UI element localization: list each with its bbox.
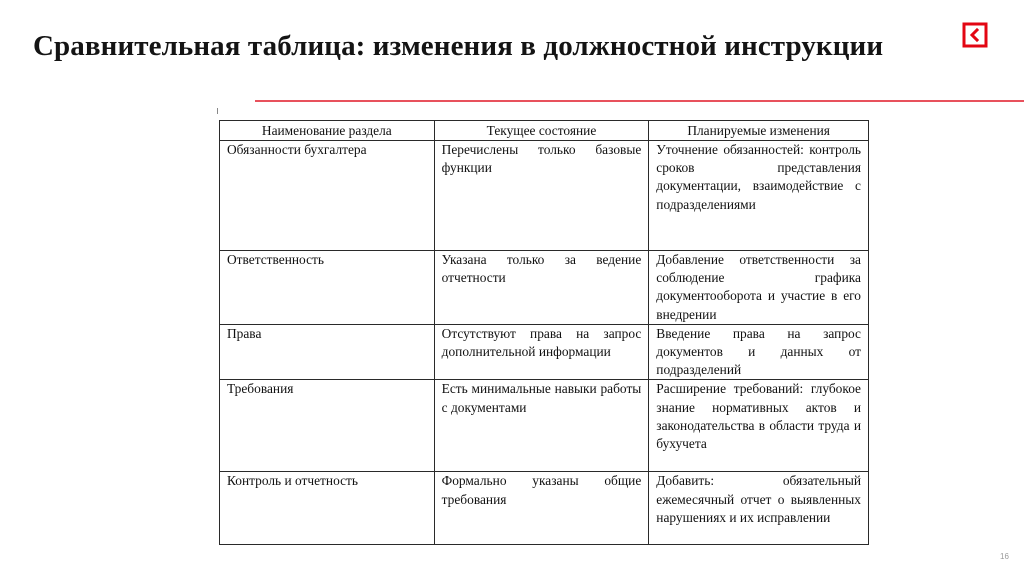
table-row (220, 472, 869, 545)
slide-title: Сравнительная таблица: изменения в должностной инструкции (33, 30, 884, 62)
cell-planned: Добавление ответственности за соблюдение графика документооборота и участие в его внедрении (649, 251, 869, 325)
cell-planned: Добавить: обязательный ежемесячный отчет о выявленных нарушениях и их исправлении (649, 472, 869, 545)
table-row (220, 141, 869, 251)
cell-current: Указана только за ведение отчетности (434, 251, 649, 325)
cell-section: Требования (220, 380, 435, 472)
page-number: 16 (1000, 552, 1009, 561)
table-row (220, 380, 869, 472)
cell-section: Контроль и отчетность (220, 472, 435, 545)
cell-planned: Введение права на запрос документов и данных от подразделений (649, 324, 869, 380)
comparison-table (219, 120, 869, 545)
header-section: Наименование раздела (220, 121, 435, 141)
cell-planned: Уточнение обязанностей: контроль сроков представления документации, взаимодействие с подразделениями (649, 141, 869, 251)
cell-section: Обязанности бухгалтера (220, 141, 435, 251)
cell-current: Перечислены только базовые функции (434, 141, 649, 251)
header-current: Текущее состояние (434, 121, 649, 141)
cell-planned: Расширение требований: глубокое знание нормативных актов и законодательства в области труда и бухучета (649, 380, 869, 472)
header-planned: Планируемые изменения (649, 121, 869, 141)
decorative-mark (217, 108, 218, 114)
cell-current: Формально указаны общие требования (434, 472, 649, 545)
table-row (220, 251, 869, 325)
accent-divider (255, 100, 1024, 102)
cell-section: Ответственность (220, 251, 435, 325)
table-header-row (220, 121, 869, 141)
table-row (220, 324, 869, 380)
cell-current: Есть минимальные навыки работы с документами (434, 380, 649, 472)
cell-current: Отсутствуют права на запрос дополнительной информации (434, 324, 649, 380)
back-arrow-icon[interactable] (962, 22, 988, 48)
cell-section: Права (220, 324, 435, 380)
